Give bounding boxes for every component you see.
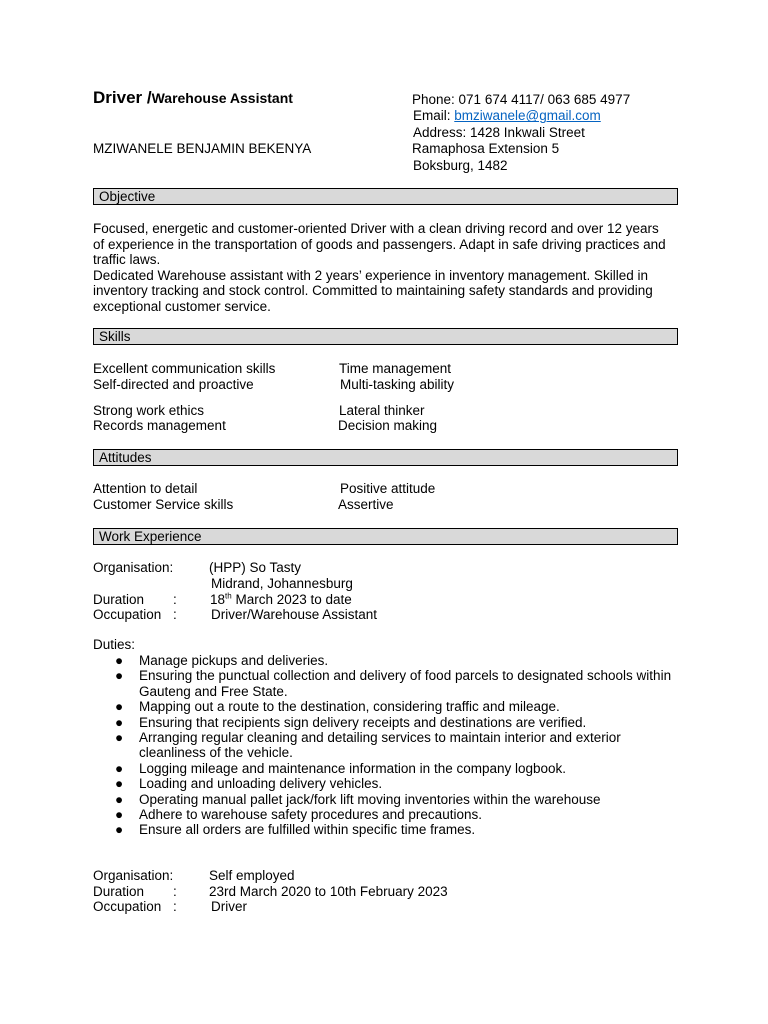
duty-item — [93, 699, 673, 714]
objective-text — [93, 221, 673, 315]
duties-list — [93, 653, 673, 838]
skill-item: Self-directed and proactive — [93, 377, 254, 392]
email-label: Email: — [413, 108, 455, 124]
duty-text: Adhere to warehouse safety procedures and precautions. — [139, 807, 482, 823]
attitude-item: Assertive — [338, 497, 394, 512]
job2-occupation-colon: : — [173, 899, 177, 914]
job1-occupation-colon: : — [173, 607, 177, 622]
job1-duration-colon: : — [173, 592, 177, 607]
duty-item — [93, 668, 673, 699]
job2-org: Self employed — [209, 868, 295, 883]
duty-text: Loading and unloading delivery vehicles. — [139, 776, 383, 792]
duty-text: Ensuring the punctual collection and delivery of food parcels to designated schools within Gauteng and Free State. — [139, 668, 672, 699]
bullet-icon: ● — [115, 699, 124, 715]
job2-occupation-label: Occupation — [93, 899, 162, 914]
duty-text: Arranging regular cleaning and detailing services to maintain interior and exterior cleanliness of the vehicle. — [139, 730, 621, 761]
job2-org-label: Organisation: — [93, 868, 174, 883]
job1-duration — [210, 592, 352, 608]
job1-org: (HPP) So Tasty — [209, 560, 302, 575]
bullet-icon: ● — [115, 714, 124, 730]
duty-item — [93, 761, 673, 776]
attitude-item: Attention to detail — [93, 481, 198, 496]
skill-item: Time management — [339, 361, 452, 376]
contact-block — [412, 92, 712, 174]
skill-item: Decision making — [338, 418, 438, 433]
skill-item: Strong work ethics — [93, 403, 205, 418]
job2-duration-label: Duration — [93, 884, 145, 899]
bullet-icon: ● — [115, 776, 124, 792]
job2-duration: 23rd March 2020 to 10th February 2023 — [209, 884, 448, 899]
job1-duration-day: 18 — [210, 592, 226, 607]
contact-address-2: Ramaphosa Extension 5 — [412, 141, 560, 157]
section-heading-work-experience: Work Experience — [93, 528, 678, 545]
email-link[interactable]: bmziwanele@gmail.com — [454, 108, 601, 124]
job1-duration-rest: March 2023 to date — [231, 592, 352, 607]
section-heading-attitudes: Attitudes — [93, 449, 678, 466]
title-main: Driver / — [93, 88, 152, 107]
duty-text: Ensuring that recipients sign delivery receipts and destinations are verified. — [139, 714, 587, 730]
bullet-icon: ● — [115, 668, 124, 684]
contact-address-1: Address: 1428 Inkwali Street — [413, 124, 585, 140]
duty-item — [93, 792, 673, 807]
skill-item: Excellent communication skills — [93, 361, 276, 376]
job1-org-label: Organisation: — [93, 560, 174, 575]
job2-occupation: Driver — [211, 899, 247, 914]
attitude-item: Positive attitude — [340, 481, 436, 496]
duty-item — [93, 715, 673, 730]
duty-item — [93, 822, 673, 837]
bullet-icon: ● — [115, 730, 124, 746]
skill-item: Records management — [93, 418, 226, 433]
duty-text: Manage pickups and deliveries. — [139, 653, 329, 668]
duty-text: Operating manual pallet jack/fork lift moving inventories within the warehouse — [139, 791, 601, 807]
contact-address-3: Boksburg, 1482 — [413, 157, 508, 173]
duty-text: Ensure all orders are fulfilled within specific time frames. — [139, 822, 476, 838]
bullet-icon: ● — [115, 791, 124, 807]
objective-para-2: Dedicated Warehouse assistant with 2 years’ experience in inventory management. Skilled in inventory tracking and stock control. Committed to maintaining safety standards and providing exceptional customer service. — [93, 267, 653, 314]
section-heading-skills: Skills — [93, 328, 678, 345]
objective-para-1: Focused, energetic and customer-oriented Driver with a clean driving record and over 12 years of experience in the transportation of goods and passengers. Adapt in safe driving practices and traffic laws. — [93, 221, 666, 268]
bullet-icon: ● — [115, 653, 124, 668]
candidate-name: MZIWANELE BENJAMIN BEKENYA — [93, 141, 312, 156]
duty-item — [93, 653, 673, 668]
resume-title — [93, 88, 293, 108]
duty-item — [93, 807, 673, 822]
job1-duration-suffix: th — [225, 591, 232, 601]
bullet-icon: ● — [115, 822, 124, 838]
duties-label: Duties: — [93, 637, 136, 652]
attitude-item: Customer Service skills — [93, 497, 234, 512]
contact-phone: Phone: 071 674 4117/ 063 685 4977 — [412, 92, 631, 107]
title-sub: Warehouse Assistant — [151, 90, 293, 106]
duty-item — [93, 730, 673, 761]
bullet-icon: ● — [115, 807, 124, 823]
skill-item: Lateral thinker — [339, 403, 425, 418]
skill-item: Multi-tasking ability — [340, 377, 455, 392]
job1-occupation-label: Occupation — [93, 607, 162, 622]
bullet-icon: ● — [115, 760, 124, 776]
job1-duration-label: Duration — [93, 592, 145, 607]
job2-duration-colon: : — [173, 884, 177, 899]
duty-text: Logging mileage and maintenance information in the company logbook. — [139, 760, 567, 776]
section-heading-objective: Objective — [93, 188, 678, 205]
job1-occupation: Driver/Warehouse Assistant — [211, 607, 378, 622]
job1-location: Midrand, Johannesburg — [211, 576, 353, 591]
duty-text: Mapping out a route to the destination, considering traffic and mileage. — [139, 699, 560, 715]
contact-email-line — [413, 108, 712, 124]
duty-item — [93, 776, 673, 791]
